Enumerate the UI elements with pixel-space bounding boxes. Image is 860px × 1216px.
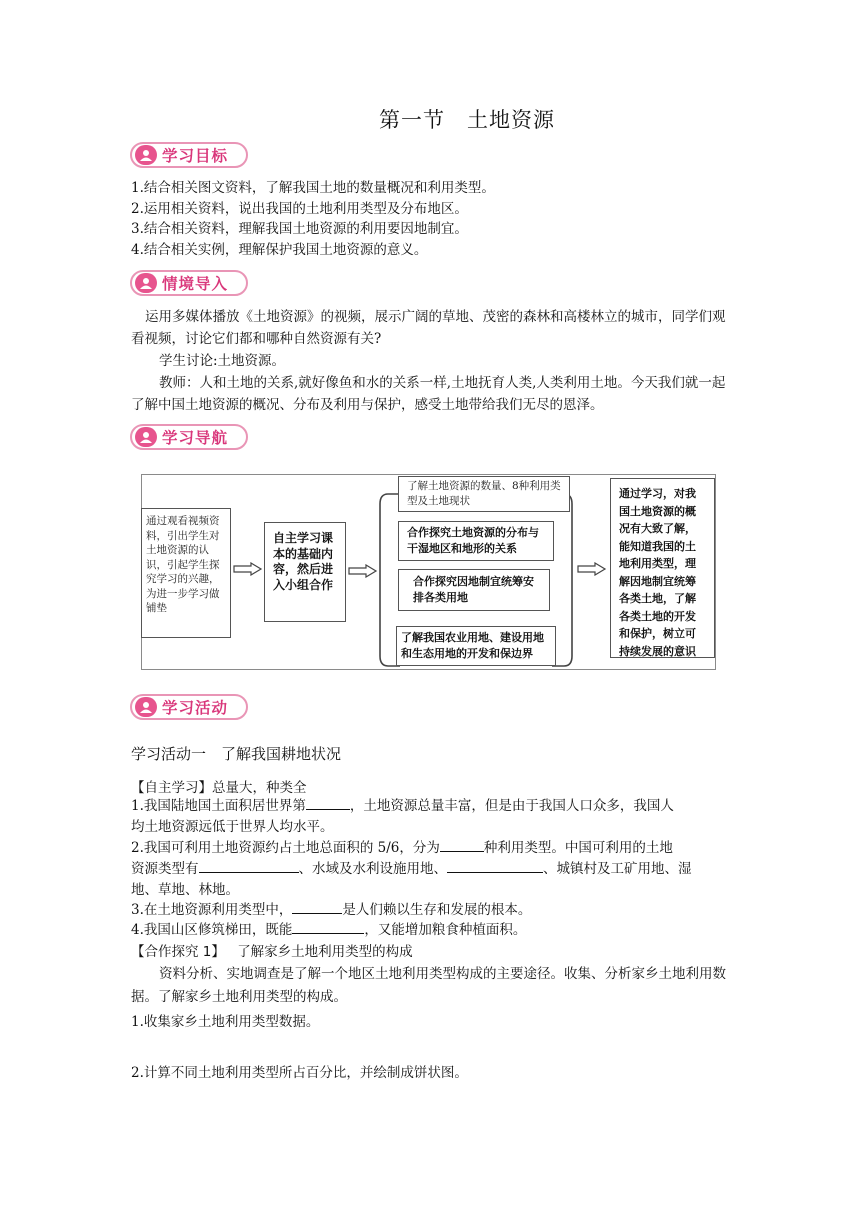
flow-branch-planning: 合作探究因地制宜统筹安排各类用地 [398,569,550,611]
activity-heading: 学习活动一 了解我国耕地状况 [131,745,342,763]
student-icon [135,145,157,165]
coop-inquiry-heading: 【合作探究 1】 了解家乡土地利用类型的构成 [131,944,413,960]
flow-branch-development: 了解我国农业用地、建设用地和生态用地的开发和保边界 [396,626,556,666]
answer-blank-4[interactable] [447,860,543,873]
flow-arrow-1 [233,562,263,576]
section-badge-goals: 学习目标 [130,142,248,168]
answer-blank-1[interactable] [306,797,350,810]
question-1-line-2: 均土地资源远低于世界人均水平。 [131,819,334,835]
question-2-line-1: 2.我国可利用土地资源约占土地总面积的 5/6，分为 种利用类型。中国可利用的土地 [131,840,673,856]
student-icon [135,427,157,447]
question-2-line-3: 地、草地、林地。 [131,882,239,898]
intro-paragraph-1: 运用多媒体播放《土地资源》的视频，展示广阔的草地、茂密的森林和高楼林立的城市，同学们观看视频，讨论它们都和哪种自然资源有关? [131,309,726,347]
answer-blank-5[interactable] [292,901,342,914]
student-icon [135,273,157,293]
flow-arrow-2 [348,564,378,578]
goal-item-4: 4.结合相关实例，理解保护我国土地资源的意义。 [131,242,428,258]
section-badge-activity: 学习活动 [130,694,248,720]
answer-blank-2[interactable] [440,839,484,852]
goal-item-1: 1.结合相关图文资料，了解我国土地的数量概况和利用类型。 [131,180,495,196]
section-badge-nav: 学习导航 [130,424,248,450]
coop-step-1: 1.收集家乡土地利用类型数据。 [131,1014,320,1030]
flow-branch-distribution: 合作探究土地资源的分布与干湿地区和地形的关系 [398,521,554,561]
page-title: 第一节 土地资源 [379,108,555,132]
intro-paragraph-3: 教师：人和土地的关系,就好像鱼和水的关系一样,土地抚育人类,人类利用土地。今天我们就一起了解中国土地资源的概况、分布及利用与保护，感受土地带给我们无尽的恩泽。 [131,375,726,413]
answer-blank-3[interactable] [199,860,299,873]
flow-box-video-intro: 通过观看视频资料，引出学生对土地资源的认识，引起学生探究学习的兴趣，为进一步学习做铺垫 [141,508,231,638]
goal-item-2: 2.运用相关资料，说出我国的土地利用类型及分布地区。 [131,201,468,217]
coop-inquiry-paragraph: 资料分析、实地调查是了解一个地区土地利用类型构成的主要途径。收集、分析家乡土地利用数据。了解家乡土地利用类型的构成。 [131,966,726,1005]
question-4: 4.我国山区修筑梯田，既能 ，又能增加粮食种植面积。 [131,922,527,938]
flow-branch-quantity: 了解土地资源的数量、8种利用类型及土地现状 [398,476,570,512]
answer-blank-6[interactable] [292,921,364,934]
question-3: 3.在土地资源利用类型中， 是人们赖以生存和发展的根本。 [131,902,532,918]
question-2-line-2: 资源类型有 、水域及水利设施用地、 、城镇村及工矿用地、湿 [131,861,692,877]
student-icon [135,697,157,717]
goal-item-3: 3.结合相关资料，理解我国土地资源的利用要因地制宜。 [131,221,468,237]
flow-arrow-3 [577,562,607,576]
question-1-line-1: 1.我国陆地国土面积居世界第 ，土地资源总量丰富，但是由于我国人口众多，我国人 [131,798,674,814]
intro-paragraph-2: 学生讨论:土地资源。 [159,353,286,369]
flow-box-self-study: 自主学习课本的基础内容，然后进入小组合作 [264,522,346,622]
flow-box-conclusion: 通过学习，对我国土地资源的概况有大致了解，能知道我国的土地利用类型，理解因地制宜统筹各类土地，了解各类土地的开发和保护，树立可持续发展的意识 [610,478,715,658]
self-study-label: 【自主学习】总量大，种类全 [131,780,307,796]
section-badge-intro: 情境导入 [130,270,248,296]
coop-step-2: 2.计算不同土地利用类型所占百分比，并绘制成饼状图。 [131,1065,468,1081]
